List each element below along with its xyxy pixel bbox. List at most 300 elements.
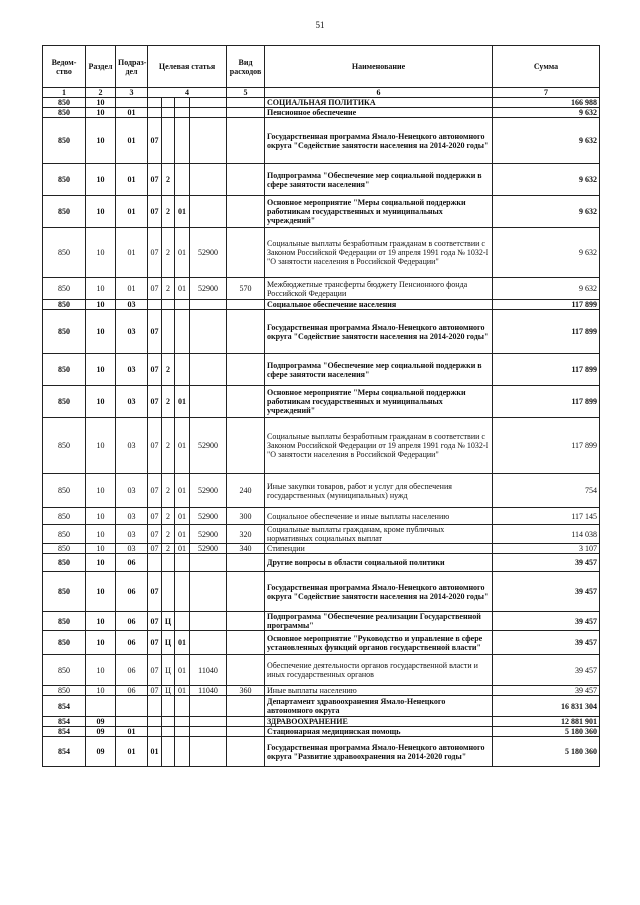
cell-program-code: 07 <box>148 544 162 554</box>
cell-event-code <box>175 737 190 767</box>
cell-event-code: 01 <box>175 278 190 300</box>
cell-event-code: 01 <box>175 474 190 508</box>
cell-naimenovanie: ЗДРАВООХРАНЕНИЕ <box>265 717 493 727</box>
cell-vid-rashodov <box>227 737 265 767</box>
cell-razdel: 10 <box>86 108 116 118</box>
table-row <box>43 544 600 554</box>
cell-program-code: 07 <box>148 164 162 196</box>
cell-program-code: 07 <box>148 196 162 228</box>
cell-vid-rashodov: 570 <box>227 278 265 300</box>
cell-direction-code <box>190 300 227 310</box>
column-number-row <box>43 88 600 98</box>
cell-razdel: 10 <box>86 196 116 228</box>
header-razdel: Раздел <box>86 46 116 88</box>
header-summa: Сумма <box>493 46 600 88</box>
table-row <box>43 508 600 525</box>
cell-program-code: 07 <box>148 474 162 508</box>
table-row <box>43 612 600 631</box>
cell-razdel: 10 <box>86 554 116 572</box>
cell-subprogram-code <box>162 98 175 108</box>
cell-event-code <box>175 572 190 612</box>
cell-podrazdel: 03 <box>116 474 148 508</box>
cell-vid-rashodov <box>227 354 265 386</box>
cell-naimenovanie: Социальные выплаты безработным гражданам в соответствии с Законом Российской Федерации от 19 апреля 1991 года № 1032-I "О занятости населения в Российской Федерации" <box>265 418 493 474</box>
cell-summa: 5 180 360 <box>493 737 600 767</box>
cell-razdel: 10 <box>86 278 116 300</box>
cell-summa: 117 899 <box>493 386 600 418</box>
cell-event-code <box>175 717 190 727</box>
cell-vid-rashodov: 240 <box>227 474 265 508</box>
cell-event-code <box>175 612 190 631</box>
cell-razdel: 10 <box>86 386 116 418</box>
cell-subprogram-code <box>162 572 175 612</box>
cell-vid-rashodov <box>227 631 265 655</box>
cell-podrazdel: 06 <box>116 612 148 631</box>
cell-naimenovanie: Подпрограмма "Обеспечение мер социальной поддержки в сфере занятости населения" <box>265 354 493 386</box>
cell-podrazdel: 01 <box>116 228 148 278</box>
table-row <box>43 474 600 508</box>
table-row <box>43 686 600 696</box>
cell-podrazdel: 01 <box>116 118 148 164</box>
cell-razdel: 10 <box>86 300 116 310</box>
cell-summa: 117 899 <box>493 310 600 354</box>
cell-program-code: 07 <box>148 572 162 612</box>
cell-vid-rashodov <box>227 727 265 737</box>
cell-razdel: 10 <box>86 525 116 544</box>
cell-summa: 3 107 <box>493 544 600 554</box>
cell-vid-rashodov <box>227 717 265 727</box>
cell-vid-rashodov <box>227 696 265 717</box>
table-row <box>43 418 600 474</box>
cell-direction-code <box>190 354 227 386</box>
cell-summa: 9 632 <box>493 278 600 300</box>
cell-summa: 5 180 360 <box>493 727 600 737</box>
cell-razdel: 09 <box>86 727 116 737</box>
table-row <box>43 196 600 228</box>
cell-podrazdel: 06 <box>116 572 148 612</box>
cell-podrazdel: 03 <box>116 354 148 386</box>
cell-summa: 9 632 <box>493 118 600 164</box>
table-row <box>43 554 600 572</box>
cell-subprogram-code: 2 <box>162 228 175 278</box>
table-row <box>43 228 600 278</box>
cell-vedomstvo: 854 <box>43 717 86 727</box>
table-row <box>43 631 600 655</box>
cell-direction-code <box>190 196 227 228</box>
cell-podrazdel: 03 <box>116 310 148 354</box>
table-row <box>43 386 600 418</box>
cell-podrazdel: 03 <box>116 418 148 474</box>
cell-vedomstvo: 854 <box>43 727 86 737</box>
cell-event-code: 01 <box>175 418 190 474</box>
cell-vedomstvo: 850 <box>43 310 86 354</box>
cell-vedomstvo: 850 <box>43 354 86 386</box>
cell-summa: 12 881 901 <box>493 717 600 727</box>
cell-vedomstvo: 850 <box>43 525 86 544</box>
cell-direction-code: 52900 <box>190 418 227 474</box>
cell-podrazdel <box>116 696 148 717</box>
cell-razdel: 10 <box>86 655 116 686</box>
cell-vedomstvo: 850 <box>43 164 86 196</box>
header-row <box>43 46 600 88</box>
cell-summa: 39 457 <box>493 612 600 631</box>
cell-program-code: 07 <box>148 508 162 525</box>
table-row <box>43 118 600 164</box>
cell-subprogram-code: 2 <box>162 474 175 508</box>
cell-razdel: 10 <box>86 686 116 696</box>
cell-naimenovanie: Государственная программа Ямало-Ненецкого автономного округа "Развитие здравоохранения на 2014-2020 годы" <box>265 737 493 767</box>
cell-summa: 117 899 <box>493 300 600 310</box>
cell-naimenovanie: Пенсионное обеспечение <box>265 108 493 118</box>
cell-razdel: 10 <box>86 228 116 278</box>
cell-razdel: 09 <box>86 717 116 727</box>
cell-vedomstvo: 854 <box>43 737 86 767</box>
cell-program-code <box>148 300 162 310</box>
cell-direction-code: 11040 <box>190 686 227 696</box>
cell-vedomstvo: 850 <box>43 98 86 108</box>
page-number: 51 <box>315 20 325 30</box>
cell-razdel: 10 <box>86 474 116 508</box>
cell-vid-rashodov <box>227 108 265 118</box>
cell-program-code: 07 <box>148 655 162 686</box>
cell-vedomstvo: 850 <box>43 386 86 418</box>
cell-summa: 117 145 <box>493 508 600 525</box>
table-row <box>43 278 600 300</box>
cell-naimenovanie: Социальные выплаты гражданам, кроме публичных нормативных социальных выплат <box>265 525 493 544</box>
cell-podrazdel: 01 <box>116 727 148 737</box>
budget-table <box>42 45 600 767</box>
cell-program-code: 07 <box>148 631 162 655</box>
cell-subprogram-code: 2 <box>162 386 175 418</box>
table-row <box>43 737 600 767</box>
cell-summa: 39 457 <box>493 631 600 655</box>
column-number: 7 <box>493 88 600 98</box>
cell-podrazdel <box>116 98 148 108</box>
cell-subprogram-code: Ц <box>162 631 175 655</box>
cell-direction-code <box>190 572 227 612</box>
cell-event-code <box>175 164 190 196</box>
cell-subprogram-code <box>162 118 175 164</box>
column-number: 6 <box>265 88 493 98</box>
cell-direction-code <box>190 554 227 572</box>
column-number: 2 <box>86 88 116 98</box>
cell-summa: 754 <box>493 474 600 508</box>
cell-naimenovanie: Государственная программа Ямало-Ненецкого автономного округа "Содействие занятости населения на 2014-2020 годы" <box>265 572 493 612</box>
cell-summa: 16 831 304 <box>493 696 600 717</box>
cell-vid-rashodov <box>227 572 265 612</box>
cell-vid-rashodov <box>227 612 265 631</box>
cell-vedomstvo: 850 <box>43 572 86 612</box>
cell-summa: 114 038 <box>493 525 600 544</box>
cell-summa: 117 899 <box>493 418 600 474</box>
header-celevaya-statya: Целевая статья <box>148 46 227 88</box>
cell-event-code: 01 <box>175 631 190 655</box>
cell-vid-rashodov: 340 <box>227 544 265 554</box>
cell-razdel: 10 <box>86 164 116 196</box>
cell-summa: 166 988 <box>493 98 600 108</box>
cell-direction-code: 11040 <box>190 655 227 686</box>
cell-razdel: 09 <box>86 737 116 767</box>
cell-vedomstvo: 850 <box>43 554 86 572</box>
cell-podrazdel <box>116 717 148 727</box>
cell-program-code <box>148 98 162 108</box>
cell-program-code: 07 <box>148 118 162 164</box>
cell-program-code: 07 <box>148 310 162 354</box>
cell-summa: 9 632 <box>493 228 600 278</box>
column-number: 1 <box>43 88 86 98</box>
cell-program-code <box>148 108 162 118</box>
header-vid-rashodov: Вид расходов <box>227 46 265 88</box>
cell-subprogram-code: 2 <box>162 525 175 544</box>
cell-razdel: 10 <box>86 118 116 164</box>
table-row <box>43 108 600 118</box>
column-number: 5 <box>227 88 265 98</box>
cell-naimenovanie: Иные выплаты населению <box>265 686 493 696</box>
table-row <box>43 525 600 544</box>
cell-vid-rashodov <box>227 554 265 572</box>
cell-event-code <box>175 354 190 386</box>
cell-summa: 39 457 <box>493 686 600 696</box>
cell-subprogram-code: 2 <box>162 508 175 525</box>
cell-event-code <box>175 108 190 118</box>
cell-subprogram-code <box>162 727 175 737</box>
cell-podrazdel: 03 <box>116 386 148 418</box>
cell-vid-rashodov <box>227 386 265 418</box>
cell-direction-code: 52900 <box>190 544 227 554</box>
cell-direction-code: 52900 <box>190 474 227 508</box>
cell-event-code <box>175 300 190 310</box>
cell-razdel: 10 <box>86 310 116 354</box>
cell-razdel: 10 <box>86 98 116 108</box>
cell-subprogram-code <box>162 696 175 717</box>
cell-naimenovanie: Стационарная медицинская помощь <box>265 727 493 737</box>
cell-vedomstvo: 850 <box>43 474 86 508</box>
header-ved: Ведом-ство <box>43 46 86 88</box>
cell-vedomstvo: 850 <box>43 612 86 631</box>
cell-event-code <box>175 118 190 164</box>
table-row <box>43 655 600 686</box>
cell-naimenovanie: Подпрограмма "Обеспечение мер социальной поддержки в сфере занятости населения" <box>265 164 493 196</box>
cell-vid-rashodov <box>227 228 265 278</box>
cell-vid-rashodov <box>227 655 265 686</box>
cell-razdel: 10 <box>86 631 116 655</box>
cell-subprogram-code <box>162 300 175 310</box>
cell-vedomstvo: 850 <box>43 686 86 696</box>
table-row <box>43 98 600 108</box>
cell-program-code: 07 <box>148 525 162 544</box>
cell-naimenovanie: Социальное обеспечение и иные выплаты населению <box>265 508 493 525</box>
cell-vedomstvo: 850 <box>43 418 86 474</box>
cell-podrazdel: 06 <box>116 554 148 572</box>
cell-subprogram-code: 2 <box>162 196 175 228</box>
cell-vid-rashodov <box>227 98 265 108</box>
cell-direction-code <box>190 612 227 631</box>
cell-summa: 39 457 <box>493 655 600 686</box>
cell-summa: 9 632 <box>493 164 600 196</box>
cell-podrazdel: 01 <box>116 164 148 196</box>
cell-podrazdel: 06 <box>116 686 148 696</box>
cell-naimenovanie: Департамент здравоохранения Ямало-Ненецкого автономного округа <box>265 696 493 717</box>
cell-direction-code: 52900 <box>190 228 227 278</box>
cell-razdel: 10 <box>86 354 116 386</box>
cell-vedomstvo: 850 <box>43 655 86 686</box>
cell-naimenovanie: Межбюджетные трансферты бюджету Пенсионного фонда Российской Федерации <box>265 278 493 300</box>
cell-direction-code <box>190 737 227 767</box>
cell-vedomstvo: 850 <box>43 108 86 118</box>
cell-naimenovanie: Иные закупки товаров, работ и услуг для обеспечения государственных (муниципальных) нужд <box>265 474 493 508</box>
cell-program-code <box>148 554 162 572</box>
cell-podrazdel: 03 <box>116 525 148 544</box>
cell-podrazdel: 01 <box>116 108 148 118</box>
cell-program-code <box>148 727 162 737</box>
cell-subprogram-code: 2 <box>162 544 175 554</box>
cell-vid-rashodov <box>227 118 265 164</box>
cell-razdel <box>86 696 116 717</box>
cell-direction-code <box>190 164 227 196</box>
cell-naimenovanie: Основное мероприятие "Руководство и управление в сфере установленных функций органов государственной власти" <box>265 631 493 655</box>
cell-vid-rashodov <box>227 418 265 474</box>
cell-event-code: 01 <box>175 196 190 228</box>
table-row <box>43 310 600 354</box>
cell-naimenovanie: Основное мероприятие "Меры социальной поддержки работникам государственных и муниципальных учреждений" <box>265 386 493 418</box>
cell-event-code <box>175 696 190 717</box>
cell-razdel: 10 <box>86 508 116 525</box>
cell-direction-code: 52900 <box>190 508 227 525</box>
cell-program-code: 07 <box>148 354 162 386</box>
cell-vid-rashodov <box>227 164 265 196</box>
cell-direction-code <box>190 696 227 717</box>
cell-naimenovanie: Государственная программа Ямало-Ненецкого автономного округа "Содействие занятости населения на 2014-2020 годы" <box>265 118 493 164</box>
cell-program-code: 07 <box>148 418 162 474</box>
cell-event-code <box>175 310 190 354</box>
cell-event-code <box>175 98 190 108</box>
header-naimenovanie: Наименование <box>265 46 493 88</box>
cell-program-code: 07 <box>148 228 162 278</box>
cell-direction-code <box>190 386 227 418</box>
cell-podrazdel: 03 <box>116 300 148 310</box>
cell-subprogram-code <box>162 554 175 572</box>
table-body <box>43 98 600 767</box>
cell-razdel: 10 <box>86 612 116 631</box>
cell-naimenovanie: Стипендии <box>265 544 493 554</box>
cell-program-code: 07 <box>148 386 162 418</box>
cell-event-code <box>175 727 190 737</box>
cell-vedomstvo: 850 <box>43 544 86 554</box>
cell-vedomstvo: 850 <box>43 196 86 228</box>
table-row <box>43 572 600 612</box>
cell-vedomstvo: 850 <box>43 508 86 525</box>
cell-program-code <box>148 717 162 727</box>
cell-direction-code <box>190 310 227 354</box>
cell-program-code <box>148 696 162 717</box>
cell-podrazdel: 06 <box>116 631 148 655</box>
cell-subprogram-code: Ц <box>162 655 175 686</box>
table-row <box>43 164 600 196</box>
cell-vedomstvo: 850 <box>43 300 86 310</box>
cell-podrazdel: 06 <box>116 655 148 686</box>
cell-event-code: 01 <box>175 544 190 554</box>
table-row <box>43 717 600 727</box>
cell-event-code <box>175 554 190 572</box>
cell-event-code: 01 <box>175 655 190 686</box>
cell-subprogram-code: 2 <box>162 354 175 386</box>
cell-razdel: 10 <box>86 544 116 554</box>
cell-naimenovanie: Социальные выплаты безработным гражданам в соответствии с Законом Российской Федерации от 19 апреля 1991 года № 1032-I "О занятости населения в Российской Федерации" <box>265 228 493 278</box>
cell-razdel: 10 <box>86 572 116 612</box>
cell-program-code: 07 <box>148 686 162 696</box>
cell-summa: 9 632 <box>493 196 600 228</box>
cell-podrazdel: 03 <box>116 508 148 525</box>
cell-vedomstvo: 850 <box>43 278 86 300</box>
cell-naimenovanie: Государственная программа Ямало-Ненецкого автономного округа "Содействие занятости населения на 2014-2020 годы" <box>265 310 493 354</box>
cell-subprogram-code <box>162 737 175 767</box>
cell-event-code: 01 <box>175 525 190 544</box>
column-number: 4 <box>148 88 227 98</box>
cell-subprogram-code: 2 <box>162 418 175 474</box>
cell-event-code: 01 <box>175 228 190 278</box>
cell-vedomstvo: 850 <box>43 631 86 655</box>
cell-vedomstvo: 854 <box>43 696 86 717</box>
cell-naimenovanie: Основное мероприятие "Меры социальной поддержки работникам государственных и муниципальных учреждений" <box>265 196 493 228</box>
cell-podrazdel: 03 <box>116 544 148 554</box>
cell-podrazdel: 01 <box>116 737 148 767</box>
cell-podrazdel: 01 <box>116 278 148 300</box>
header-podrazdel: Подраз-дел <box>116 46 148 88</box>
cell-direction-code <box>190 118 227 164</box>
table-row <box>43 300 600 310</box>
cell-direction-code <box>190 727 227 737</box>
cell-vid-rashodov: 320 <box>227 525 265 544</box>
cell-direction-code <box>190 98 227 108</box>
column-number: 3 <box>116 88 148 98</box>
cell-summa: 9 632 <box>493 108 600 118</box>
cell-direction-code: 52900 <box>190 278 227 300</box>
table-row <box>43 354 600 386</box>
cell-event-code: 01 <box>175 686 190 696</box>
cell-program-code: 01 <box>148 737 162 767</box>
cell-podrazdel: 01 <box>116 196 148 228</box>
cell-direction-code: 52900 <box>190 525 227 544</box>
cell-direction-code <box>190 108 227 118</box>
cell-naimenovanie: Другие вопросы в области социальной политики <box>265 554 493 572</box>
cell-direction-code <box>190 717 227 727</box>
cell-direction-code <box>190 631 227 655</box>
cell-naimenovanie: Социальное обеспечение населения <box>265 300 493 310</box>
cell-subprogram-code: Ц <box>162 686 175 696</box>
cell-program-code: 07 <box>148 278 162 300</box>
cell-subprogram-code: Ц <box>162 612 175 631</box>
cell-vid-rashodov: 300 <box>227 508 265 525</box>
cell-subprogram-code <box>162 717 175 727</box>
cell-subprogram-code: 2 <box>162 164 175 196</box>
cell-razdel: 10 <box>86 418 116 474</box>
cell-vid-rashodov: 360 <box>227 686 265 696</box>
cell-subprogram-code <box>162 108 175 118</box>
cell-event-code: 01 <box>175 508 190 525</box>
cell-naimenovanie: Подпрограмма "Обеспечение реализации Государственной программы" <box>265 612 493 631</box>
cell-subprogram-code: 2 <box>162 278 175 300</box>
table-row <box>43 727 600 737</box>
cell-vedomstvo: 850 <box>43 228 86 278</box>
cell-summa: 117 899 <box>493 354 600 386</box>
cell-vid-rashodov <box>227 300 265 310</box>
cell-event-code: 01 <box>175 386 190 418</box>
cell-summa: 39 457 <box>493 554 600 572</box>
cell-summa: 39 457 <box>493 572 600 612</box>
cell-naimenovanie: Обеспечение деятельности органов государственной власти и иных государственных органов <box>265 655 493 686</box>
cell-naimenovanie: СОЦИАЛЬНАЯ ПОЛИТИКА <box>265 98 493 108</box>
cell-vedomstvo: 850 <box>43 118 86 164</box>
